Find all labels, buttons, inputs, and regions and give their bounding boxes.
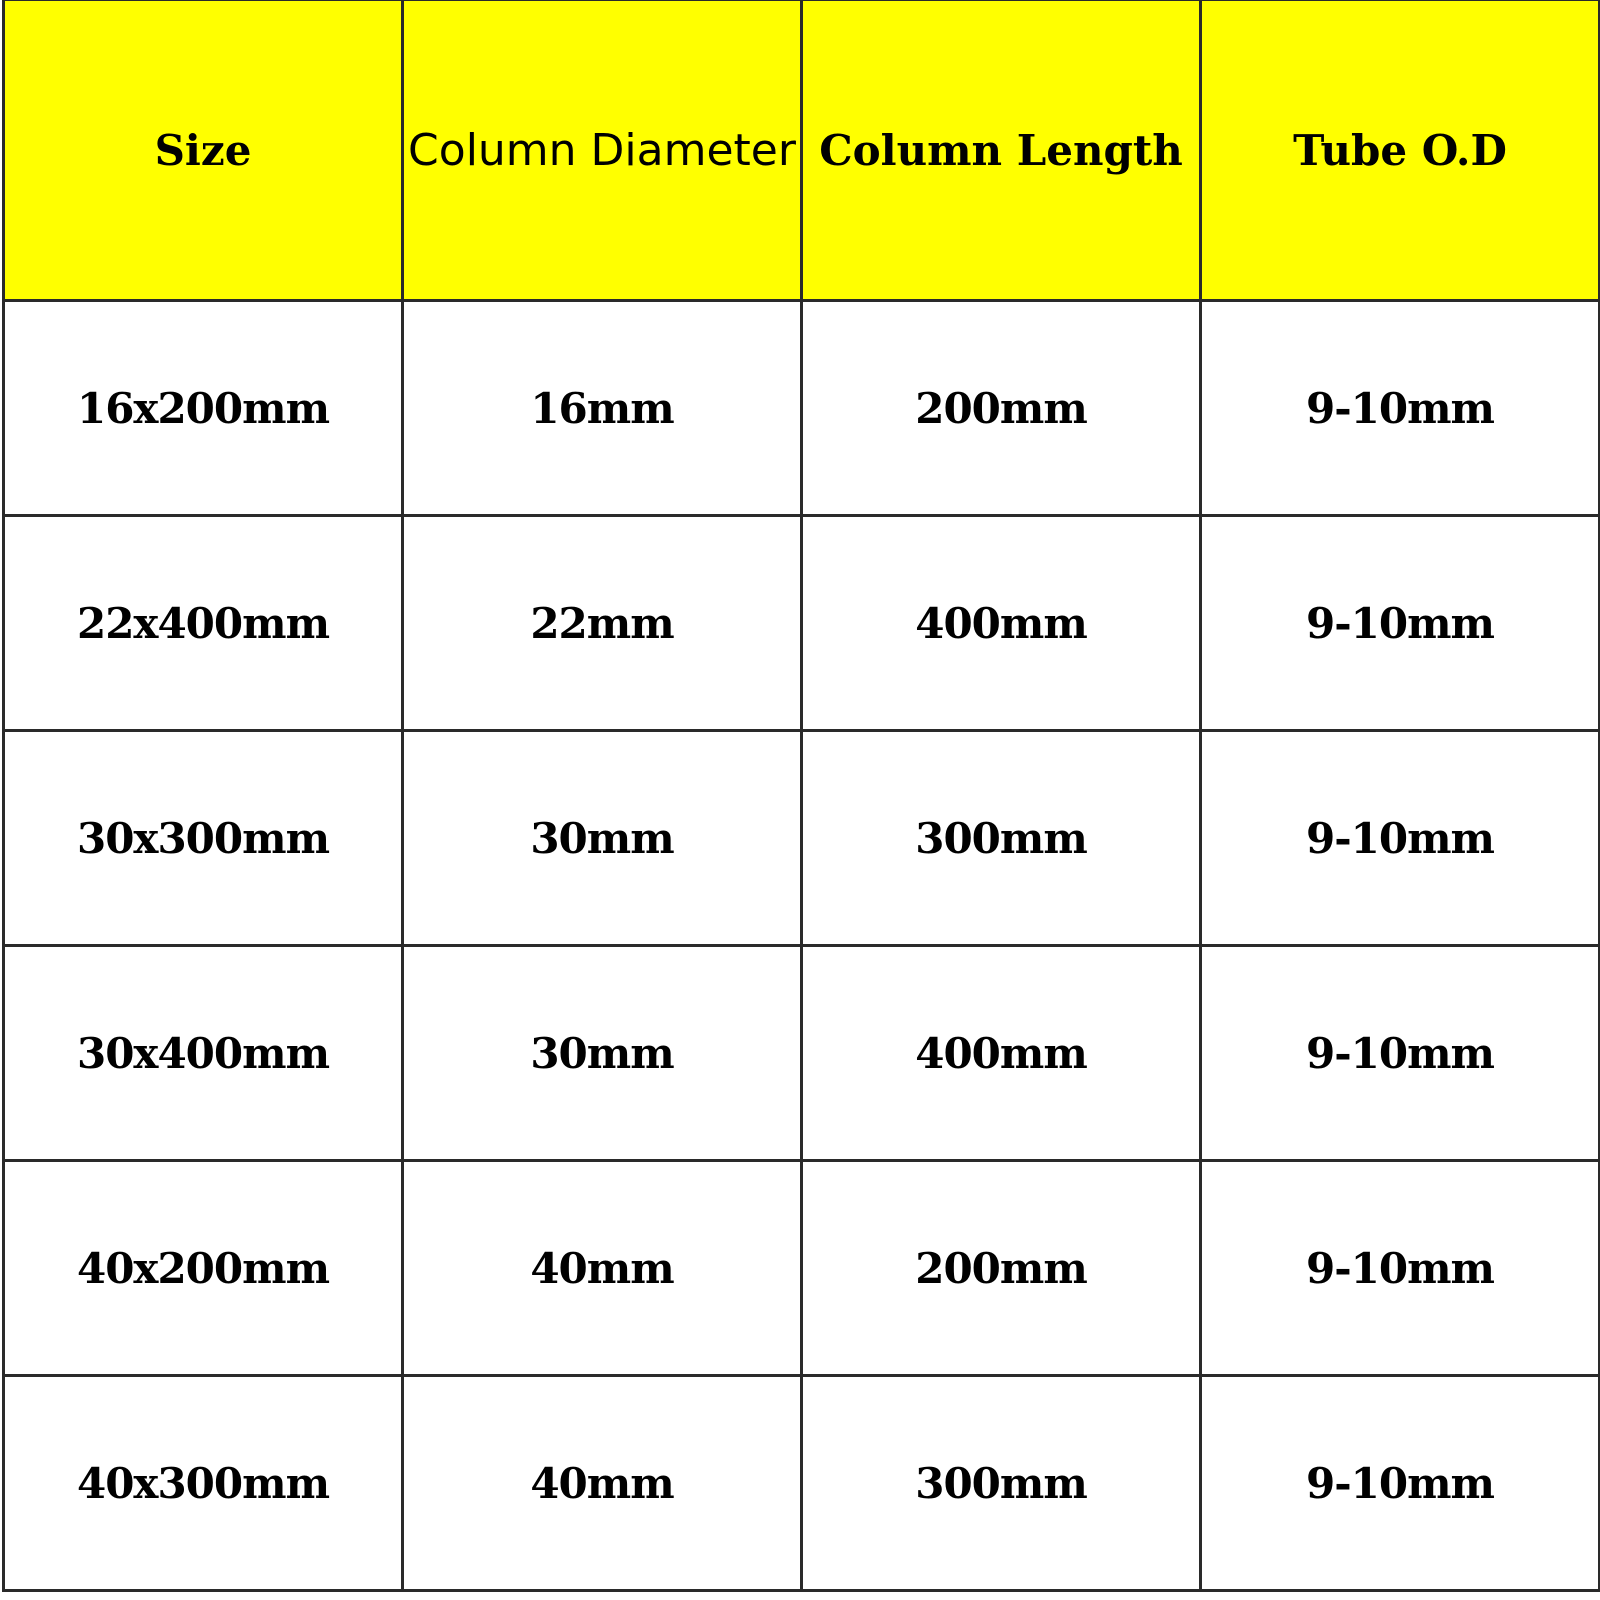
- table-row: [4, 301, 1600, 516]
- cell-size: 30x300mm: [4, 731, 403, 946]
- cell-tube-od: 9-10mm: [1201, 1376, 1600, 1591]
- cell-tube-od: 9-10mm: [1201, 1161, 1600, 1376]
- cell-tube-od: 9-10mm: [1201, 516, 1600, 731]
- header-column-length: Column Length: [802, 0, 1201, 301]
- cell-column-length: 400mm: [802, 516, 1201, 731]
- table-row: [4, 516, 1600, 731]
- cell-column-diameter: 22mm: [403, 516, 802, 731]
- cell-column-length: 200mm: [802, 1161, 1201, 1376]
- cell-size: 22x400mm: [4, 516, 403, 731]
- cell-tube-od: 9-10mm: [1201, 731, 1600, 946]
- table-row: [4, 946, 1600, 1161]
- cell-size: 40x200mm: [4, 1161, 403, 1376]
- cell-column-length: 200mm: [802, 301, 1201, 516]
- header-tube-od: Tube O.D: [1201, 0, 1600, 301]
- cell-column-length: 300mm: [802, 731, 1201, 946]
- cell-column-diameter: 40mm: [403, 1376, 802, 1591]
- cell-column-diameter: 16mm: [403, 301, 802, 516]
- cell-tube-od: 9-10mm: [1201, 946, 1600, 1161]
- cell-tube-od: 9-10mm: [1201, 301, 1600, 516]
- cell-column-length: 400mm: [802, 946, 1201, 1161]
- table-row: [4, 1376, 1600, 1591]
- header-column-diameter: Column Diameter: [403, 0, 802, 301]
- cell-size: 16x200mm: [4, 301, 403, 516]
- spec-table: [2, 0, 1600, 1592]
- cell-size: 30x400mm: [4, 946, 403, 1161]
- table-row: [4, 731, 1600, 946]
- cell-column-diameter: 40mm: [403, 1161, 802, 1376]
- cell-column-diameter: 30mm: [403, 946, 802, 1161]
- cell-column-length: 300mm: [802, 1376, 1201, 1591]
- cell-size: 40x300mm: [4, 1376, 403, 1591]
- cell-column-diameter: 30mm: [403, 731, 802, 946]
- header-row: [4, 0, 1600, 301]
- table-row: [4, 1161, 1600, 1376]
- header-size: Size: [4, 0, 403, 301]
